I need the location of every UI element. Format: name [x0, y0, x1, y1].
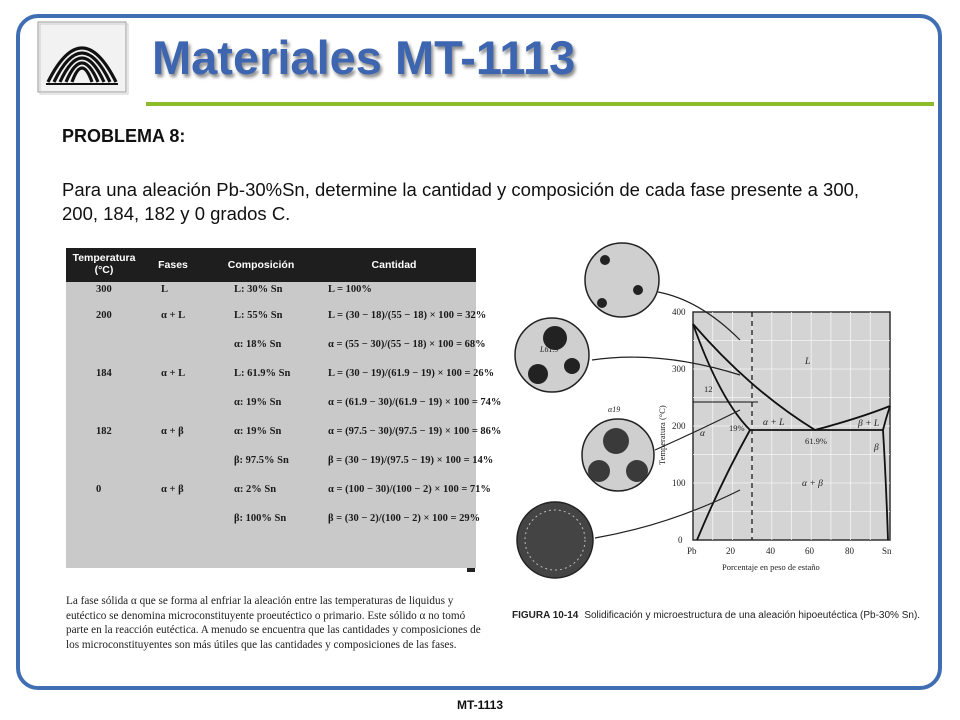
table-cell-comp: α: 19% Sn: [234, 397, 282, 408]
table-cell-comp: L: 30% Sn: [234, 284, 283, 295]
table-cell-fases: α + β: [161, 484, 184, 495]
x-tick-sn: Sn: [882, 546, 892, 556]
region-alpha-l: α + L: [763, 418, 785, 428]
table-cell-cant: α = (100 − 30)/(100 − 2) × 100 = 71%: [328, 484, 491, 495]
x-tick-80: 80: [845, 546, 854, 556]
x-tick-40: 40: [766, 546, 775, 556]
table-cell-comp: L: 61.9% Sn: [234, 368, 291, 379]
y-axis-label: Temperatura (°C): [657, 405, 667, 465]
micrograph-eutectic: [582, 419, 654, 491]
title-underline: [146, 102, 934, 106]
table-cell-cant: L = (30 − 19)/(61.9 − 19) × 100 = 26%: [328, 368, 495, 379]
footer-label: MT-1113: [456, 698, 504, 712]
y-tick-400: 400: [672, 307, 686, 317]
table-cell-temp: 0: [96, 484, 102, 495]
scan-mark: [467, 568, 475, 572]
table-cell-temp: 200: [96, 310, 112, 321]
tie-line-label: 12: [704, 384, 713, 394]
y-tick-200: 200: [672, 421, 686, 431]
textbook-caption: La fase sólida α que se forma al enfriar la aleación entre las temperaturas de liquidus y eutéctico se denomina microconstituyente proeutéctico o primario. Este sólido α no tomó parte en la reacción eutéctica. A menudo se encuentra que las cantidades y composiciones de los microconstituyentes son más útiles que las cantidades y composiciones de las fases.: [66, 595, 481, 651]
header-temperatura: Temperatura (°C): [72, 252, 136, 276]
page-title: Materiales MT-1113: [152, 31, 576, 84]
alpha-19-label: α19: [608, 405, 621, 414]
y-tick-0: 0: [678, 535, 683, 545]
x-axis-label: Porcentaje en peso de estaño: [722, 562, 820, 572]
x-tick-20: 20: [726, 546, 735, 556]
region-alpha-beta: α + β: [802, 479, 823, 489]
phase-table: [66, 248, 502, 568]
table-cell-cant: β = (30 − 2)/(100 − 2) × 100 = 29%: [328, 513, 481, 524]
table-cell-fases: L: [161, 284, 169, 295]
table-cell-cant: α = (61.9 − 30)/(61.9 − 19) × 100 = 74%: [328, 397, 502, 408]
phase-diagram-figure: [500, 240, 910, 610]
eutectic-composition-label: 61.9%: [805, 436, 827, 446]
alpha-solubility-label: 19%: [729, 423, 745, 433]
problem-heading: PROBLEMA 8:: [62, 126, 186, 146]
x-tick-60: 60: [805, 546, 814, 556]
y-tick-300: 300: [672, 364, 686, 374]
micrograph-alpha-l: [515, 318, 589, 392]
table-cell-cant: β = (30 − 19)/(97.5 − 19) × 100 = 14%: [328, 455, 494, 466]
table-cell-comp: β: 100% Sn: [234, 513, 287, 524]
table-cell-comp: α: 2% Sn: [234, 484, 277, 495]
table-cell-comp: α: 19% Sn: [234, 426, 282, 437]
table-cell-comp: L: 55% Sn: [234, 310, 283, 321]
university-logo: [34, 20, 130, 96]
table-cell-cant: α = (97.5 − 30)/(97.5 − 19) × 100 = 86%: [328, 426, 502, 437]
table-cell-cant: L = (30 − 18)/(55 − 18) × 100 = 32%: [328, 310, 487, 321]
header-cantidad: Cantidad: [371, 259, 417, 271]
micrograph-room-temp: [517, 502, 593, 578]
table-cell-fases: α + L: [161, 310, 186, 321]
l-61-9-label: L61.9: [540, 345, 559, 354]
micrograph-liquid: [585, 243, 659, 317]
table-cell-comp: β: 97.5% Sn: [234, 455, 289, 466]
region-beta-l: β + L: [858, 419, 880, 429]
figure-caption: [512, 610, 920, 621]
table-cell-cant: L = 100%: [328, 284, 372, 295]
table-cell-cant: α = (55 − 30)/(55 − 18) × 100 = 68%: [328, 339, 486, 350]
y-tick-100: 100: [672, 478, 686, 488]
table-cell-temp: 300: [96, 284, 112, 295]
header-composicion: Composición: [227, 259, 295, 271]
table-cell-temp: 184: [96, 368, 112, 379]
table-cell-comp: α: 18% Sn: [234, 339, 282, 350]
table-cell-fases: α + L: [161, 368, 186, 379]
region-l: L: [805, 357, 811, 367]
figure-caption-text: Solidificación y microestructura de una aleación hipoeutéctica (Pb-30% Sn).: [584, 610, 921, 621]
table-cell-temp: 182: [96, 426, 112, 437]
region-alpha: α: [700, 429, 705, 439]
table-cell-fases: α + β: [161, 426, 184, 437]
problem-statement: Para una aleación Pb-30%Sn, determine la cantidad y composición de cada fase presente a 300, 200, 184, 182 y 0 grados C.: [62, 179, 860, 224]
figure-label: FIGURA 10-14: [512, 610, 579, 621]
x-tick-pb: Pb: [687, 546, 697, 556]
header-fases: Fases: [158, 259, 188, 271]
region-beta: β: [874, 443, 879, 453]
